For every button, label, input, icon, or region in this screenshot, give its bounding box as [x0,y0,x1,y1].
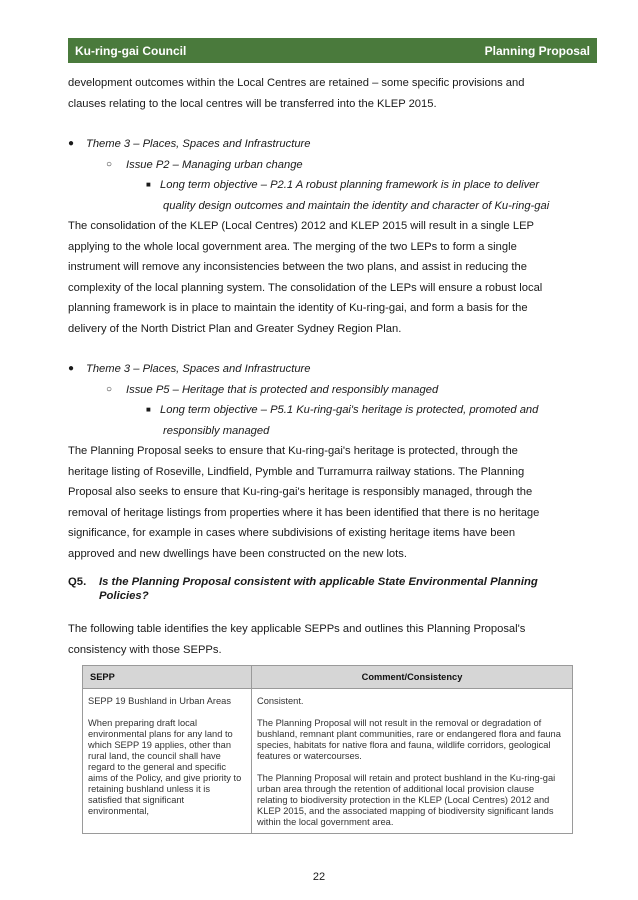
page-number: 22 [312,871,326,883]
table-header-row [83,666,573,689]
objective-continuation: responsibly managed [163,424,270,437]
sepp-title: SEPP 19 Bushland in Urban Areas [88,696,231,706]
body-line: instrument will remove any inconsistencies between the two plans, and assist in reducing the [68,261,527,273]
bullet-dot-icon: ● [68,363,75,374]
column-header-sepp: SEPP [83,666,252,689]
body-line: planning framework is in place to maintain the identity of Ku-ring-gai, and form a basis for the [68,302,528,314]
page-header [68,38,597,63]
body-line: delivery of the North District Plan and Greater Sydney Region Plan. [68,322,402,335]
body-line: The consolidation of the KLEP (Local Centres) 2012 and KLEP 2015 will result in a single LEP [68,220,535,232]
objective-continuation: quality design outcomes and maintain the identity and character of Ku-ring-gai [163,199,550,212]
sepp-cell [83,689,252,834]
comment-paragraph: The Planning Proposal will not result in the removal or degradation of bushland, remnant plant communities, rare or endangered flora and fauna species, habitats for native flora and fauna, wildlife corridors, geological features or watercourses. [257,718,561,761]
body-line: approved and new dwellings have been constructed on the new lots. [68,547,407,560]
theme-bullet: ● Theme 3 – Places, Spaces and Infrastructure [68,134,574,155]
bullet-square-icon: ■ [146,180,151,189]
body-line: removal of heritage listings from properties where it has been identified that there is no heritage [68,506,540,519]
bullet-dot-icon: ● [68,138,75,149]
sepp-description: When preparing draft local environmental plans for any land to which SEPP 19 applies, other than rural land, the council shall have regard to the general and specific aims of the Policy, and give priority to retaining bushland unless it is satisfied that significant environmental, [88,718,242,816]
bullet-square-icon: ■ [146,405,151,414]
column-header-comment: Comment/Consistency [252,666,573,689]
question-number: Q5. [68,576,87,588]
question-heading [68,576,574,603]
comment-paragraph: The Planning Proposal will retain and protect bushland in the Ku-ring-gai urban area through the retention of additional local provision clause relating to biodiversity protection in the KLEP (Local Centres) 2012 and KLEP 2015, and the associated mapping of biodiversity significant lands within the local government area. [257,773,556,827]
body-line: Proposal also seeks to ensure that Ku-ring-gai's heritage is responsibly managed, through the [68,486,533,498]
sepp-table [82,665,573,834]
body-line: development outcomes within the Local Centres are retained – some specific provisions and [68,77,525,89]
body-line: clauses relating to the local centres will be transferred into the KLEP 2015. [68,97,437,110]
issue-bullet: ○ Issue P5 – Heritage that is protected and responsibly managed [68,380,574,401]
objective-bullet: ■ Long term objective – P5.1 Ku-ring-gai's heritage is protected, promoted and [68,400,574,421]
bullet-circle-icon: ○ [106,383,113,395]
body-line: complexity of the local planning system. The consolidation of the LEPs will ensure a robust local [68,281,543,294]
comment-paragraph: Consistent. [257,696,304,706]
header-council-name: Ku-ring-gai Council [75,43,187,58]
body-line: significance, for example in cases where subdivisions of existing heritage items have been [68,527,516,539]
body-line: applying to the whole local government area. The merging of the two LEPs to form a single [68,240,517,253]
body-line: heritage listing of Roseville, Lindfield, Pymble and Turramurra railway stations. The Planning [68,465,525,478]
header-document-type: Planning Proposal [484,43,590,58]
sepp-table-wrapper [68,665,574,834]
comment-cell [252,689,573,834]
body-line: The following table identifies the key applicable SEPPs and outlines this Planning Proposal's [68,623,526,635]
theme-bullet: ● Theme 3 – Places, Spaces and Infrastructure [68,359,574,380]
body-line: consistency with those SEPPs. [68,643,222,656]
body-line: The Planning Proposal seeks to ensure that Ku-ring-gai's heritage is protected, through the [68,445,518,457]
question-text: Is the Planning Proposal consistent with applicable State Environmental Planning Policies? [99,576,538,602]
objective-bullet: ■ Long term objective – P2.1 A robust planning framework is in place to deliver [68,175,574,196]
bullet-circle-icon: ○ [106,158,113,170]
table-row [83,689,573,834]
issue-bullet: ○ Issue P2 – Managing urban change [68,155,574,176]
page-content [68,73,574,834]
